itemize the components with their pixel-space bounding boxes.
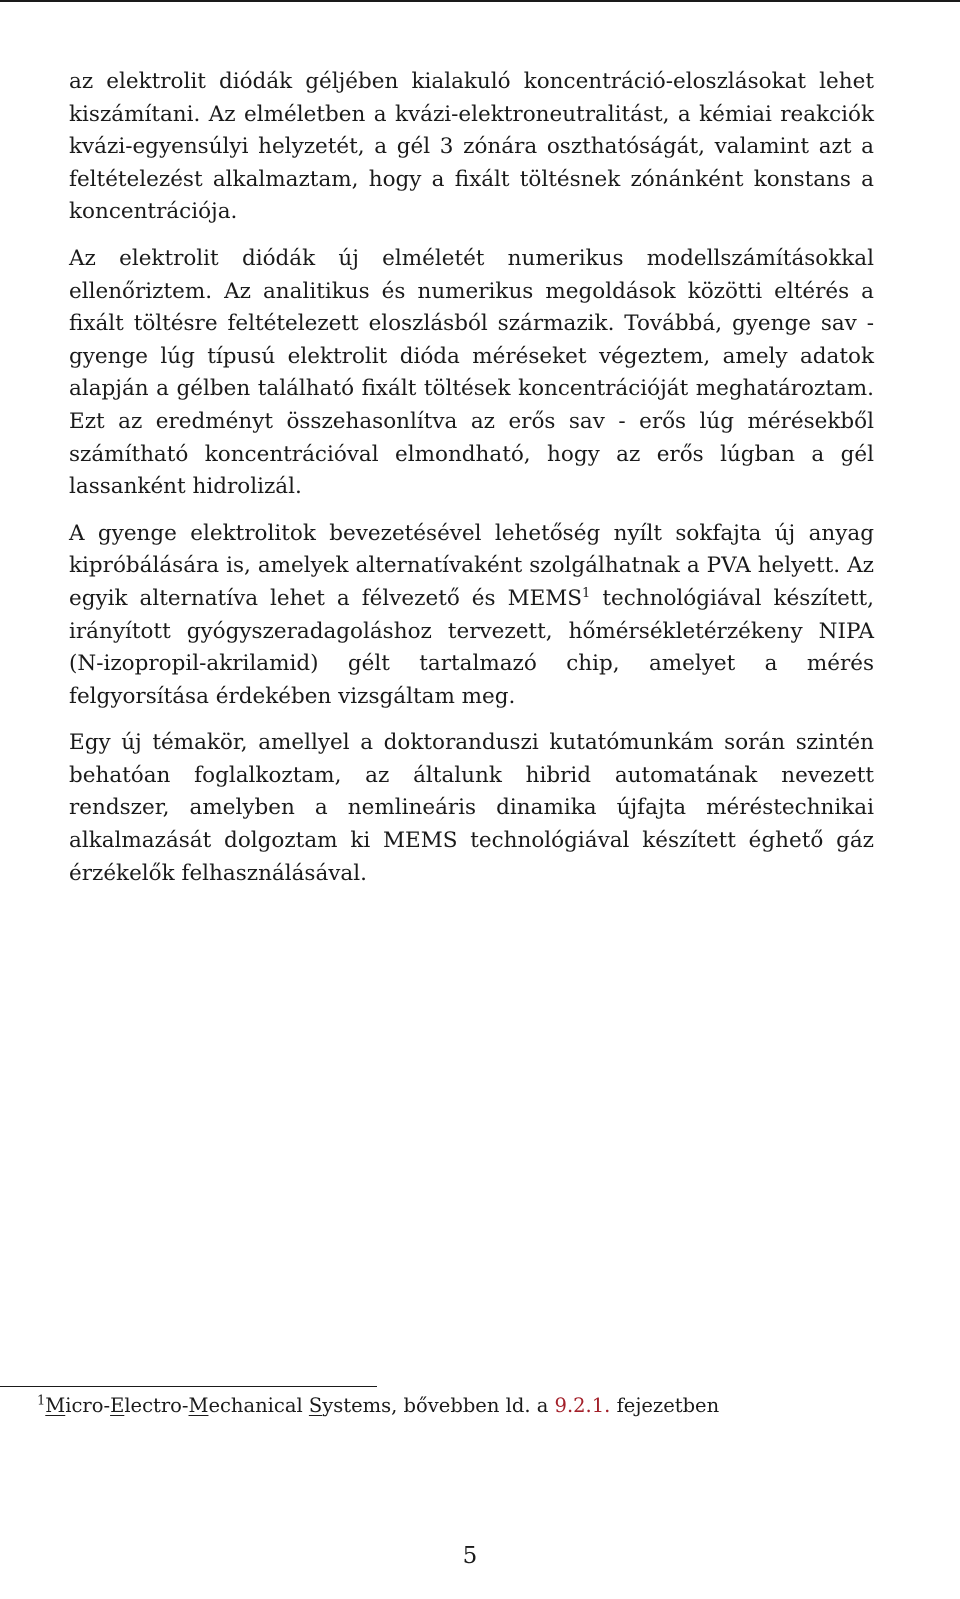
paragraph-4: Egy új témakör, amellyel a doktoranduszi kutatómunkám során szintén behatóan foglalkoztam, az általunk hibrid automatának nevezett rendszer, amelyben a nemlineáris dinamika újfajta méréstechnikai alkalmazását dolgoztam ki MEMS technológiával készített éghető gáz érzékelők felhasználásával.	[69, 730, 874, 886]
footnote	[37, 1392, 719, 1420]
footnote-text-micro: icro-	[65, 1394, 111, 1417]
paragraph-3	[69, 518, 874, 714]
paragraph-3-after: technológiával készített, irányított gyógyszeradagoláshoz tervezett, hőmérsékletérzékeny NIPA (N-izopropil-akrilamid) gélt tartalmazó chip, amelyet a mérés felgyorsítása érdekében vizsgáltam meg.	[69, 585, 874, 709]
footnote-initial-m2: M	[188, 1394, 209, 1417]
footnote-initial-m: M	[45, 1394, 66, 1417]
page-body	[69, 66, 874, 904]
page-number: 5	[462, 1543, 478, 1569]
paragraph-2: Az elektrolit diódák új elméletét numerikus modellszámításokkal ellenőriztem. Az analitikus és numerikus megoldások közötti eltérés a fixált töltésre feltételezett eloszlásból származik. Továbbá, gyenge sav - gyenge lúg típusú elektrolit dióda méréseket végeztem, amely adatok alapján a gélben található fixált töltések koncentrációját meghatároztam. Ezt az eredményt összehasonlítva az erős sav - erős lúg mérésekből számítható koncentrációval elmondható, hogy az erős lúgban a gél lassanként hidrolizál.	[69, 245, 874, 500]
paragraph-1: az elektrolit diódák géljében kialakuló koncentráció-eloszlásokat lehet kiszámítani. Az elméletben a kvázi-elektroneutralitást, a kémiai reakciók kvázi-egyensúlyi helyzetét, a gél 3 zónára oszthatóságát, valamint azt a feltételezést alkalmaztam, hogy a fixált töltésnek zónánként konstans a koncentrációja.	[69, 69, 874, 225]
footnote-rule	[0, 1386, 377, 1387]
top-rule	[0, 0, 960, 2]
footnote-mark[interactable]: 1	[582, 585, 591, 601]
footnote-text-end: fejezetben	[610, 1394, 720, 1417]
footnote-initial-e: E	[110, 1394, 125, 1417]
footnote-text-electro: lectro-	[124, 1394, 189, 1417]
paragraph-3-before: A gyenge elektrolitok bevezetésével lehetőség nyílt sokfajta új anyag kipróbálására is, amelyek alternatívaként szolgálhatnak a PVA helyett. Az egyik alternatíva lehet a félvezető és MEMS	[69, 520, 874, 611]
footnote-text-systems: ystems, bővebben ld. a	[322, 1394, 555, 1417]
section-reference-link[interactable]: 9.2.1.	[554, 1394, 611, 1417]
footnote-initial-s: S	[308, 1394, 323, 1417]
footnote-text-mechanical: echanical	[208, 1394, 309, 1417]
footnote-number: 1	[37, 1393, 46, 1409]
